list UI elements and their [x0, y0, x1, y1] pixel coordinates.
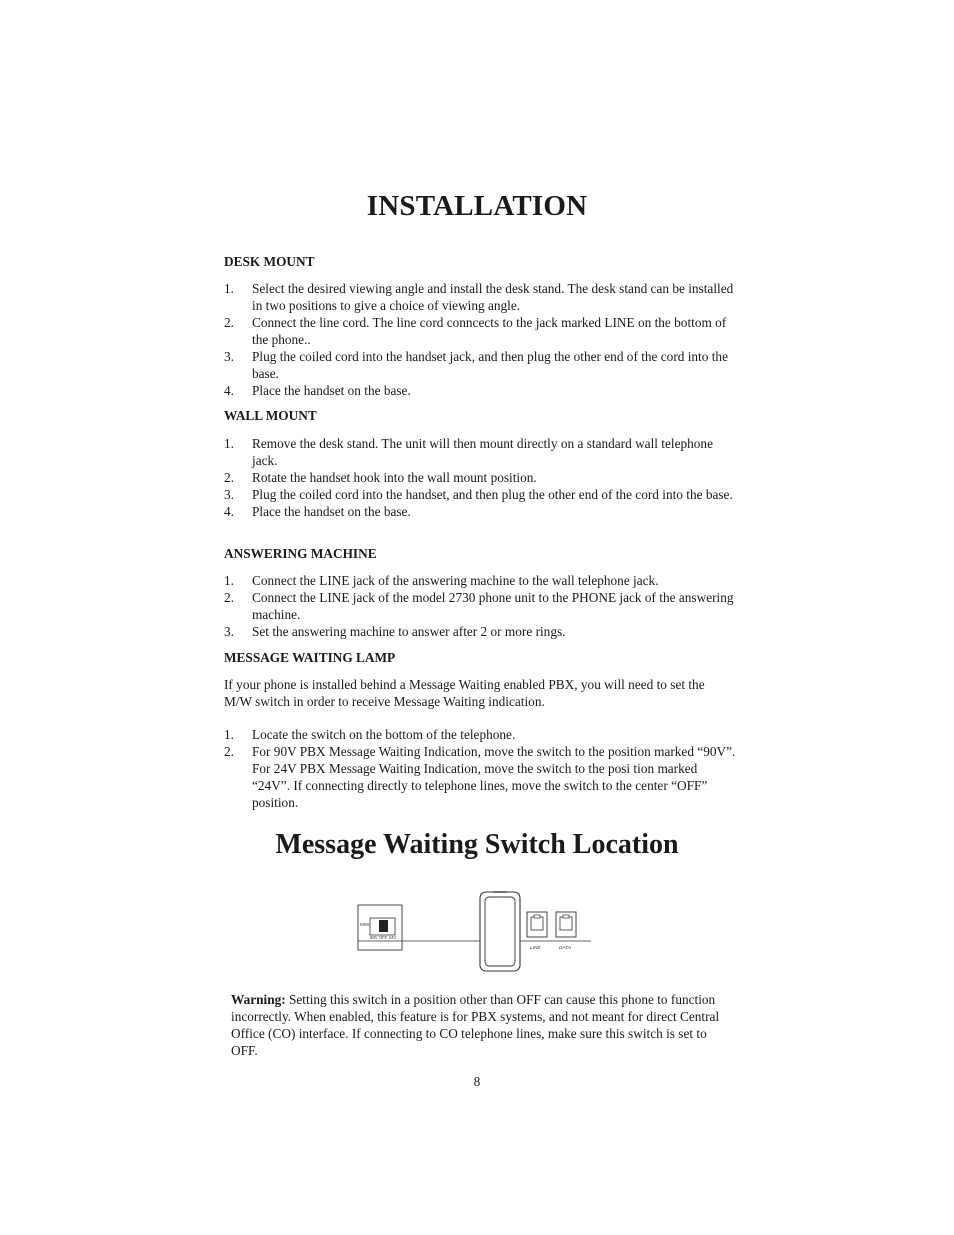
list-item: 3. Plug the coiled cord into the handset, and then plug the other end of the cord into the base.	[224, 487, 733, 502]
list-item: 3. Plug the coiled cord into the handset jack, and then plug the other end of the cord into the base.	[224, 349, 728, 381]
switch-slider-icon	[379, 920, 388, 932]
list-item: 2. Connect the LINE jack of the model 2730 phone unit to the PHONE jack of the answering machine.	[224, 590, 734, 622]
warning-text: Setting this switch in a position other than OFF can cause this phone to function incorrectly. When enabled, this feature is for PBX systems, and not meant for direct Central Office (CO) interface. If connecting to CO telephone lines, make sure this switch is set to OFF.	[231, 992, 720, 1058]
line-jack-port	[531, 917, 543, 930]
section-heading-desk-mount: DESK MOUNT	[224, 254, 315, 269]
section-heading-answering-machine: ANSWERING MACHINE	[224, 546, 377, 561]
list-item: 4. Place the handset on the base.	[224, 504, 411, 519]
message-waiting-intro: If your phone is installed behind a Message Waiting enabled PBX, you will need to set the M/W switch in order to receive Message Waiting indication.	[224, 677, 705, 709]
section-heading-message-waiting: MESSAGE WAITING LAMP	[224, 650, 396, 665]
list-item: 1. Locate the switch on the bottom of the telephone.	[224, 727, 516, 742]
wall-mount-list	[224, 435, 736, 520]
warning-paragraph	[231, 991, 736, 1059]
list-item: 1. Connect the LINE jack of the answering machine to the wall telephone jack.	[224, 573, 659, 588]
list-item: 4. Place the handset on the base.	[224, 383, 411, 398]
list-item: 3. Set the answering machine to answer after 2 or more rings.	[224, 624, 566, 639]
desk-mount-list	[224, 280, 736, 399]
jack-line-label: LINE	[530, 946, 541, 951]
jack-data-label: DATA	[559, 946, 572, 951]
list-item: 1. Select the desired viewing angle and install the desk stand. The desk stand can be installed in two positions to give a choice of viewing angle.	[224, 281, 734, 313]
switch-location-diagram	[355, 888, 595, 972]
warning-label: Warning:	[231, 992, 286, 1007]
section-heading-wall-mount: WALL MOUNT	[224, 408, 317, 423]
figure-title: Message Waiting Switch Location	[275, 829, 679, 860]
answering-machine-list	[224, 572, 736, 640]
page-number: 8	[473, 1074, 481, 1089]
data-jack-tab	[563, 915, 569, 918]
page-title: INSTALLATION	[366, 190, 588, 222]
list-item: 1. Remove the desk stand. The unit will then mount directly on a standard wall telephone jack.	[224, 436, 713, 468]
switch-label: M/W	[360, 922, 370, 927]
list-item: 2. Connect the line cord. The line cord conncects to the jack marked LINE on the bottom of the phone..	[224, 315, 727, 347]
list-item: 2. Rotate the handset hook into the wall mount position.	[224, 470, 537, 485]
line-jack-tab	[534, 915, 540, 918]
message-waiting-list	[224, 726, 736, 811]
switch-positions-label: 90V OFF 24V	[370, 935, 397, 940]
data-jack-port	[560, 917, 572, 930]
list-item: 2. For 90V PBX Message Waiting Indication, move the switch to the position marked “90V”. For 24V PBX Message Waiting Indication, move the switch to the posi tion marked “24V”. If connecting directly to telephone lines, move the switch to the center “OFF” position.	[224, 744, 736, 810]
phone-body-inner	[485, 897, 515, 966]
